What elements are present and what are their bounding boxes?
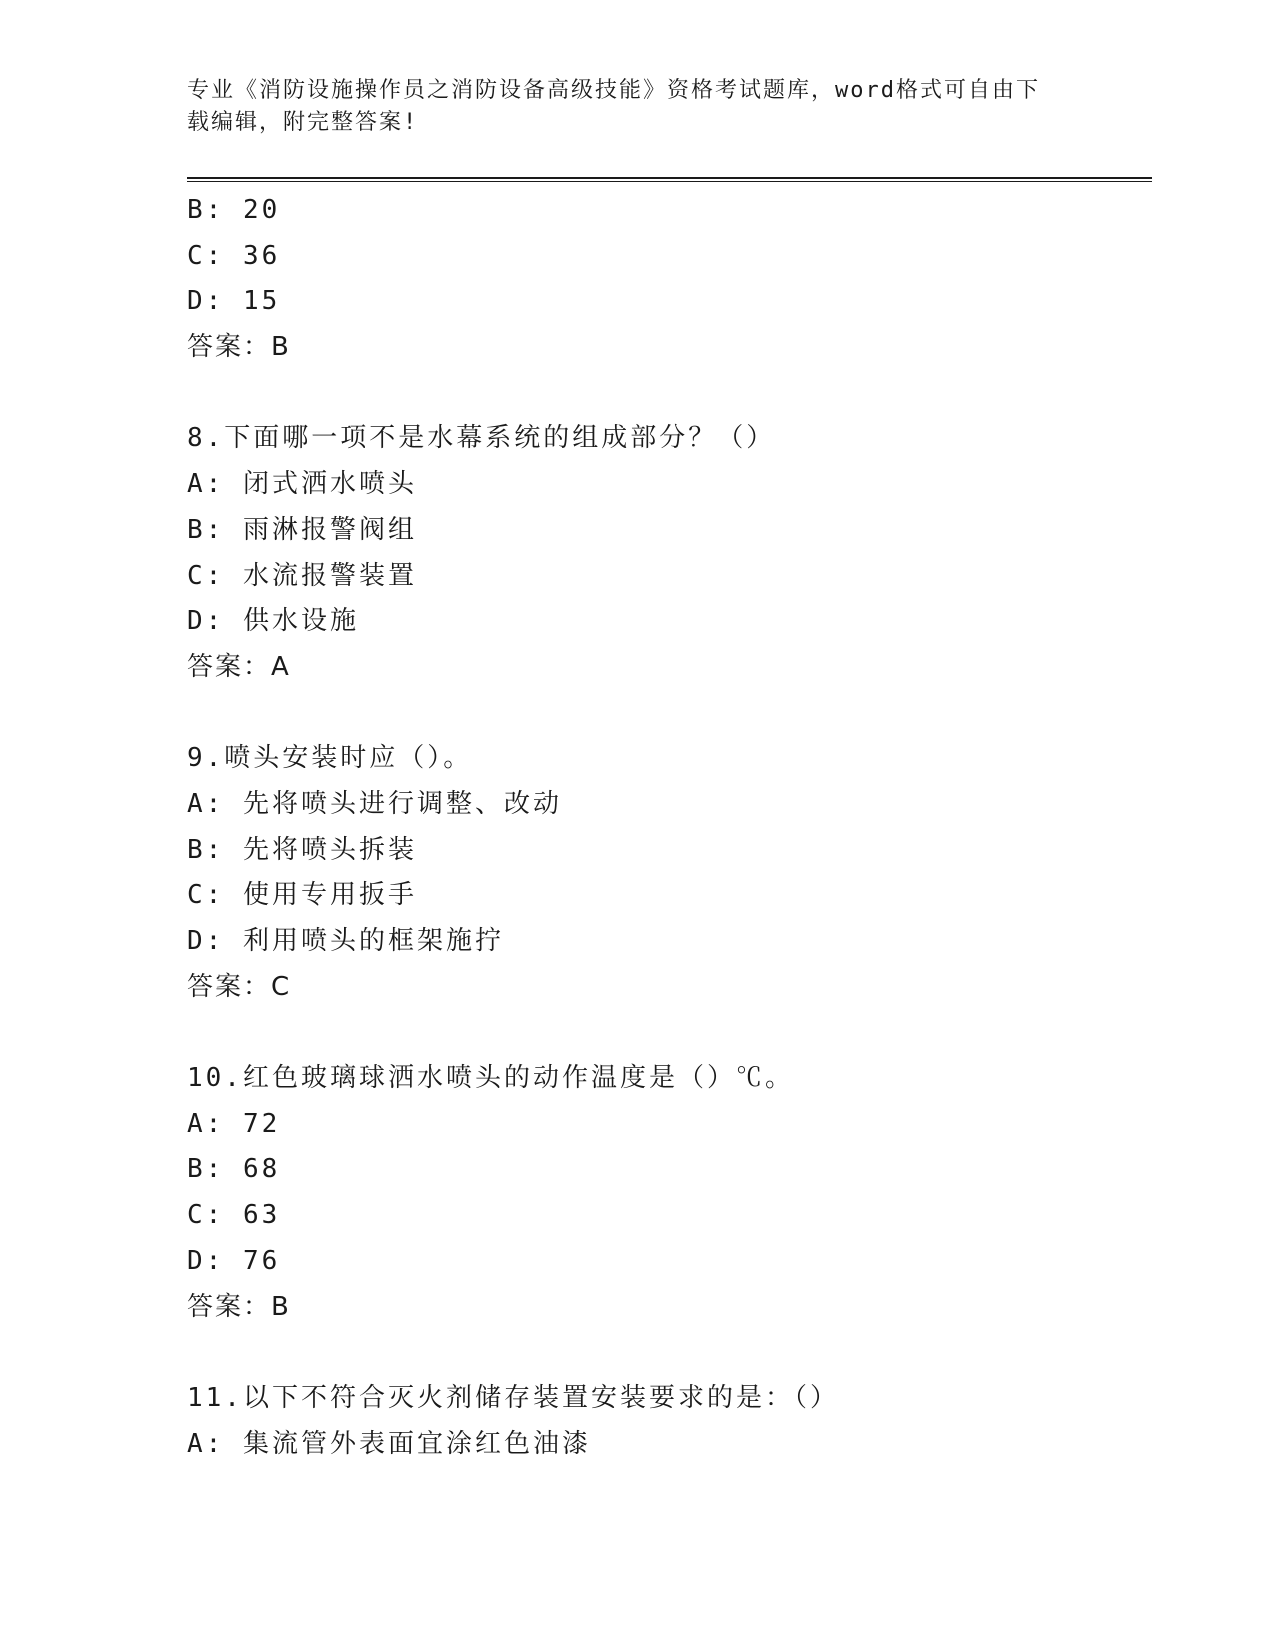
option-text: B: 雨淋报警阀组 (187, 514, 417, 545)
blank-line (187, 1010, 1152, 1056)
answer-text: 答案：C (187, 971, 292, 1002)
blank-line (187, 691, 1152, 737)
question-list (187, 188, 1152, 1467)
option-text: A: 闭式洒水喷头 (187, 469, 417, 500)
option-text: D: 供水设施 (187, 606, 359, 637)
header-line-1: 专业《消防设施操作员之消防设备高级技能》资格考试题库，word格式可自由下 (187, 78, 1040, 103)
option-text: C: 36 (187, 240, 281, 271)
header-line-2: 载编辑，附完整答案! (187, 110, 419, 135)
option-text: A: 72 (187, 1108, 281, 1139)
option-text: A: 集流管外表面宜涂红色油漆 (187, 1428, 591, 1459)
header-divider-thick (187, 177, 1152, 179)
answer-text: 答案：B (187, 1291, 291, 1322)
option-text: C: 水流报警装置 (187, 560, 417, 591)
option-text: D: 15 (187, 286, 281, 317)
option-text: B: 先将喷头拆装 (187, 834, 417, 865)
question-text: 8.下面哪一项不是水幕系统的组成部分？（） (187, 423, 776, 454)
option-text: B: 20 (187, 195, 281, 225)
blank-line (187, 1330, 1152, 1376)
question-text: 9.喷头安装时应（）。 (187, 743, 473, 774)
question-text: 11.以下不符合灭火剂储存装置安装要求的是：（） (187, 1382, 839, 1413)
option-text: D: 76 (187, 1245, 281, 1276)
option-text: C: 63 (187, 1200, 281, 1231)
header-divider-thin (187, 181, 1152, 182)
option-text: D: 利用喷头的框架施拧 (187, 926, 504, 956)
option-text: B: 68 (187, 1154, 281, 1185)
blank-line (187, 371, 1152, 417)
answer-text: 答案：A (187, 651, 291, 682)
document-header (187, 75, 1067, 139)
question-text: 10.红色玻璃球洒水喷头的动作温度是（）℃。 (187, 1063, 794, 1094)
answer-text: 答案：B (187, 332, 291, 363)
option-text: A: 先将喷头进行调整、改动 (187, 788, 562, 819)
option-text: C: 使用专用扳手 (187, 880, 417, 911)
